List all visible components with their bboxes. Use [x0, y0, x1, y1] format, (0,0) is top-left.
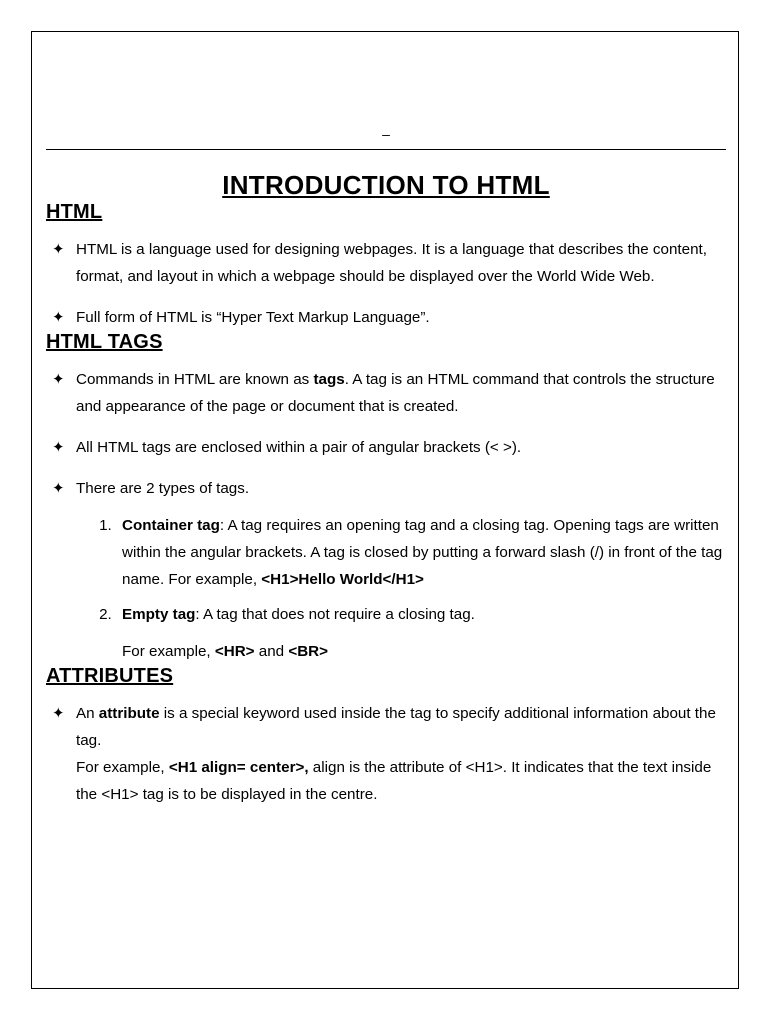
star-bullet-icon: ✦ [52, 439, 65, 456]
bullet-list-html-tags [46, 366, 726, 502]
list-item [116, 601, 726, 665]
star-bullet-icon: ✦ [52, 705, 65, 722]
star-bullet-icon: ✦ [52, 480, 65, 497]
list-item-text: Full form of HTML is “Hyper Text Markup Language”. [76, 309, 430, 326]
numbered-item-text: : A tag that does not require a closing tag. [195, 606, 475, 623]
document-page [31, 31, 739, 989]
section-heading-html: HTML [46, 201, 103, 223]
numbered-item-lead: Empty tag [122, 606, 196, 623]
star-bullet-icon: ✦ [52, 241, 65, 258]
section-heading-html-tags: HTML TAGS [46, 331, 163, 353]
list-item-text-post: . A tag is an HTML command that controls the structure and appearance of the page or document that is created. [76, 371, 715, 415]
star-bullet-icon: ✦ [52, 371, 65, 388]
numbered-list-tag-types [46, 512, 726, 665]
list-item-text-bold: tags [313, 371, 345, 388]
numbered-item-lead: Container tag [122, 517, 220, 534]
list-item-text-post: is a special keyword used inside the tag to specify additional information about the tag. [76, 705, 716, 749]
list-item [46, 236, 726, 290]
list-item-text-bold: attribute [98, 705, 160, 722]
bullet-list-html [46, 236, 726, 331]
example-code-br: <BR> [288, 643, 329, 660]
header-divider [46, 149, 726, 150]
page-content [46, 32, 726, 988]
header-mark: – [382, 126, 390, 142]
list-item [46, 434, 726, 461]
list-item [46, 366, 726, 420]
attribute-example-pre: For example, [76, 759, 169, 776]
list-item [46, 700, 726, 808]
example-pre: For example, [122, 643, 215, 660]
star-bullet-icon: ✦ [52, 309, 65, 326]
page-title: INTRODUCTION TO HTML [222, 170, 550, 200]
example-line [122, 638, 726, 665]
list-item-text: All HTML tags are enclosed within a pair of angular brackets (< >). [76, 439, 522, 456]
bullet-list-attributes [46, 700, 726, 808]
list-item [46, 304, 726, 331]
list-item-text-pre: Commands in HTML are known as [76, 371, 314, 388]
numbered-item-text: : A tag requires an opening tag and a closing tag. Opening tags are written within the angular brackets. A tag is closed by putting a forward slash (/) in front of the tag name. For example, [122, 517, 723, 588]
list-item-text-pre: An [76, 705, 99, 722]
attribute-example-code: <H1 align= center>, [168, 759, 309, 776]
attribute-example-post: align is the attribute of <H1>. It indicates that the text inside the <H1> tag is to be displayed in the centre. [76, 759, 712, 803]
example-code-hr: <HR> [214, 643, 255, 660]
example-mid: and [254, 643, 289, 660]
list-item [46, 475, 726, 502]
list-item [116, 512, 726, 593]
list-item-text: There are 2 types of tags. [76, 480, 250, 497]
section-heading-attributes: ATTRIBUTES [46, 665, 174, 687]
attribute-example-line [76, 754, 726, 808]
numbered-item-code: <H1>Hello World</H1> [261, 571, 424, 588]
list-item-text: HTML is a language used for designing webpages. It is a language that describes the content, format, and layout in which a webpage should be displayed over the World Wide Web. [76, 241, 707, 285]
